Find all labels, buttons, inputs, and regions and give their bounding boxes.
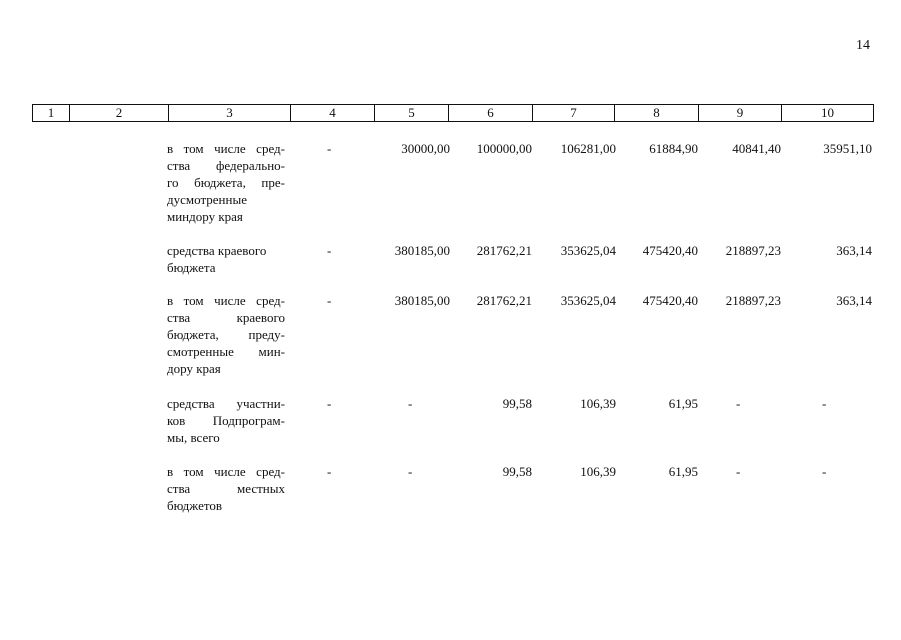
desc-line: средства краевого	[167, 243, 267, 258]
cell-col6: 100000,00	[476, 141, 532, 156]
cell-col4: -	[327, 141, 332, 156]
cell-col6: 281762,21	[476, 243, 532, 258]
cell-col5: 30000,00	[401, 141, 450, 156]
cell-col4: -	[327, 464, 332, 479]
cell-col9: 218897,23	[725, 293, 781, 308]
cell-col8: 475420,40	[642, 293, 698, 308]
cell-col9: 40841,40	[732, 141, 781, 156]
desc-line: средства участни-	[167, 396, 285, 411]
desc-line: миндору края	[167, 209, 243, 224]
cell-col5: -	[408, 464, 413, 479]
column-header-7: 7	[533, 105, 615, 122]
row-description	[167, 242, 285, 276]
cell-col7: 106,39	[580, 396, 616, 411]
column-header-8: 8	[615, 105, 699, 122]
cell-col7: 106,39	[580, 464, 616, 479]
desc-line: го бюджета, пре-	[167, 175, 285, 190]
cell-col10: -	[822, 464, 827, 479]
cell-col4: -	[327, 293, 332, 308]
desc-line: ства федерально-	[167, 158, 285, 173]
desc-line: ства краевого	[167, 310, 285, 325]
cell-col6: 99,58	[502, 464, 532, 479]
cell-col4: -	[327, 396, 332, 411]
desc-line: дусмотренные	[167, 192, 247, 207]
cell-col8: 61,95	[668, 464, 698, 479]
cell-col5: 380185,00	[394, 293, 450, 308]
row-description	[167, 140, 285, 225]
page-number: 14	[856, 38, 870, 53]
column-header-4: 4	[291, 105, 375, 122]
row-description	[167, 395, 285, 446]
cell-col9: -	[736, 396, 741, 411]
desc-line: бюджетов	[167, 498, 223, 513]
cell-col6: 281762,21	[476, 293, 532, 308]
desc-line: смотренные мин-	[167, 344, 285, 359]
desc-line: в том числе сред-	[167, 464, 285, 479]
cell-col7: 353625,04	[560, 243, 616, 258]
desc-line: бюджета, преду-	[167, 327, 285, 342]
column-header-5: 5	[375, 105, 449, 122]
desc-line: ков Подпрограм-	[167, 413, 285, 428]
column-header-6: 6	[449, 105, 533, 122]
column-header-row	[32, 104, 874, 122]
column-header-10: 10	[782, 105, 874, 122]
column-header-1: 1	[33, 105, 70, 122]
desc-line: в том числе сред-	[167, 141, 285, 156]
row-description	[167, 292, 285, 377]
cell-col9: -	[736, 464, 741, 479]
cell-col8: 61,95	[668, 396, 698, 411]
row-description	[167, 463, 285, 514]
cell-col8: 475420,40	[642, 243, 698, 258]
cell-col6: 99,58	[502, 396, 532, 411]
column-header-3: 3	[169, 105, 291, 122]
cell-col9: 218897,23	[725, 243, 781, 258]
cell-col5: -	[408, 396, 413, 411]
desc-line: мы, всего	[167, 430, 220, 445]
cell-col10: 35951,10	[823, 141, 872, 156]
cell-col8: 61884,90	[649, 141, 698, 156]
column-header-9: 9	[699, 105, 782, 122]
cell-col10: 363,14	[836, 293, 872, 308]
cell-col4: -	[327, 243, 332, 258]
cell-col7: 353625,04	[560, 293, 616, 308]
cell-col10: 363,14	[836, 243, 872, 258]
column-header-2: 2	[70, 105, 169, 122]
desc-line: в том числе сред-	[167, 293, 285, 308]
cell-col10: -	[822, 396, 827, 411]
desc-line: ства местных	[167, 481, 285, 496]
desc-line: дору края	[167, 361, 221, 376]
cell-col5: 380185,00	[394, 243, 450, 258]
desc-line: бюджета	[167, 260, 216, 275]
cell-col7: 106281,00	[560, 141, 616, 156]
